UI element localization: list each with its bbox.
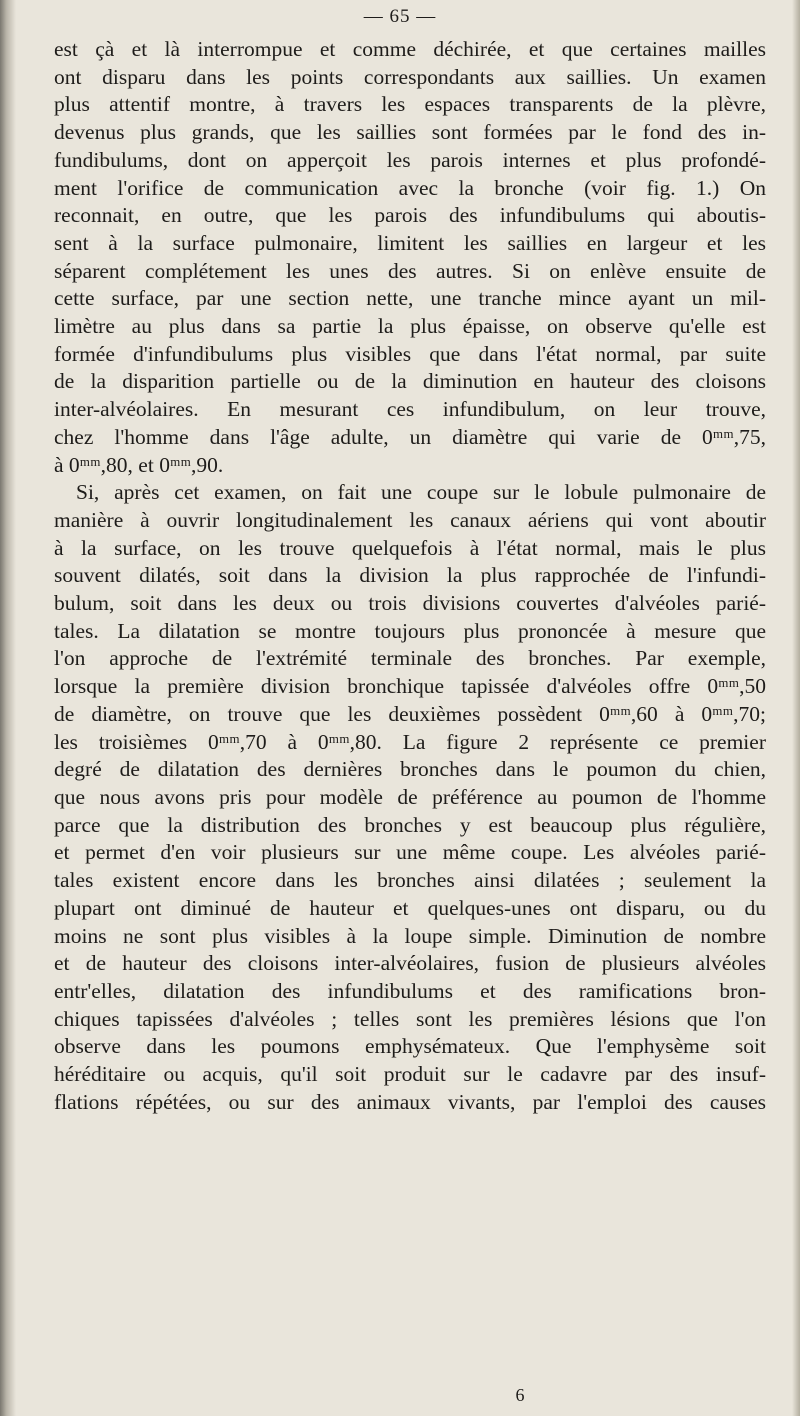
text-line: moins ne sont plus visibles à la loupe simple. Diminution de nombre [54, 923, 766, 948]
text-line: et de hauteur des cloisons inter-alvéolaires, fusion de plusieurs alvéoles [54, 951, 766, 976]
text-line: de diamètre, on trouve que les deuxièmes possèdent 0ᵐᵐ,60 à 0ᵐᵐ,70; [54, 701, 766, 726]
text-line: héréditaire ou acquis, qu'il soit produit sur le cadavre par des insuf- [54, 1062, 766, 1087]
text-line: entr'elles, dilatation des infundibulums et des ramifications bron- [54, 978, 766, 1003]
text-line: parce que la distribution des bronches y est beaucoup plus régulière, [54, 812, 766, 837]
text-line: formée d'infundibulums plus visibles que dans l'état normal, par suite [54, 341, 766, 366]
text-line: que nous avons pris pour modèle de préférence au poumon de l'homme [54, 784, 766, 809]
text-line: lorsque la première division bronchique tapissée d'alvéoles offre 0ᵐᵐ,50 [54, 674, 766, 699]
page-gutter-shadow [0, 0, 16, 1416]
text-line: tales. La dilatation se montre toujours plus prononcée à mesure que [54, 618, 766, 643]
text-line: fundibulums, dont on apperçoit les parois internes et plus profondé- [54, 147, 766, 172]
text-line: tales existent encore dans les bronches ainsi dilatées ; seulement la [54, 868, 766, 893]
page-edge-shadow [792, 0, 800, 1416]
body-text [54, 36, 766, 1116]
text-line: ont disparu dans les points correspondants aux saillies. Un examen [54, 64, 766, 89]
text-line: séparent complétement les unes des autres. Si on enlève ensuite de [54, 258, 766, 283]
text-line: chez l'homme dans l'âge adulte, un diamètre qui varie de 0ᵐᵐ,75, [54, 424, 766, 449]
text-line: flations répétées, ou sur des animaux vivants, par l'emploi des causes [54, 1089, 766, 1114]
text-line: Si, après cet examen, on fait une coupe sur le lobule pulmonaire de [76, 480, 766, 505]
signature-mark: 6 [515, 1385, 525, 1405]
text-line: l'on approche de l'extrémité terminale des bronches. Par exemple, [54, 646, 766, 671]
text-line: plus attentif montre, à travers les espaces transparents de la plèvre, [54, 92, 766, 117]
text-line: ment l'orifice de communication avec la bronche (voir fig. 1.) On [54, 175, 766, 200]
text-line: observe dans les poumons emphysémateux. Que l'emphysème soit [54, 1034, 766, 1059]
text-line: les troisièmes 0ᵐᵐ,70 à 0ᵐᵐ,80. La figure 2 représente ce premier [54, 729, 766, 754]
text-line: et permet d'en voir plusieurs sur une même coupe. Les alvéoles parié- [54, 840, 766, 865]
text-line: à la surface, on les trouve quelquefois à l'état normal, mais le plus [54, 535, 766, 560]
text-line: de la disparition partielle ou de la diminution en hauteur des cloisons [54, 369, 766, 394]
text-line: manière à ouvrir longitudinalement les canaux aériens qui vont aboutir [54, 507, 766, 532]
text-line: chiques tapissées d'alvéoles ; telles sont les premières lésions que l'on [54, 1006, 766, 1031]
text-line: sent à la surface pulmonaire, limitent les saillies en largeur et les [54, 230, 766, 255]
text-line: devenus plus grands, que les saillies sont formées par le fond des in- [54, 120, 766, 145]
text-line: bulum, soit dans les deux ou trois divisions couvertes d'alvéoles parié- [54, 591, 766, 616]
text-line: plupart ont diminué de hauteur et quelques-unes ont disparu, ou du [54, 895, 766, 920]
page-number: — 65 — [363, 6, 437, 27]
text-line: souvent dilatés, soit dans la division la plus rapprochée de l'infundi- [54, 563, 766, 588]
text-line: à 0ᵐᵐ,80, et 0ᵐᵐ,90. [54, 452, 224, 477]
text-line: cette surface, par une section nette, une tranche mince ayant un mil- [54, 286, 766, 311]
text-line: degré de dilatation des dernières bronches dans le poumon du chien, [54, 757, 766, 782]
text-line: reconnait, en outre, que les parois des infundibulums qui aboutis- [54, 203, 766, 228]
text-line: limètre au plus dans sa partie la plus épaisse, on observe qu'elle est [54, 314, 766, 339]
text-line: inter-alvéolaires. En mesurant ces infundibulum, on leur trouve, [54, 397, 766, 422]
text-line: est çà et là interrompue et comme déchirée, et que certaines mailles [54, 37, 766, 61]
